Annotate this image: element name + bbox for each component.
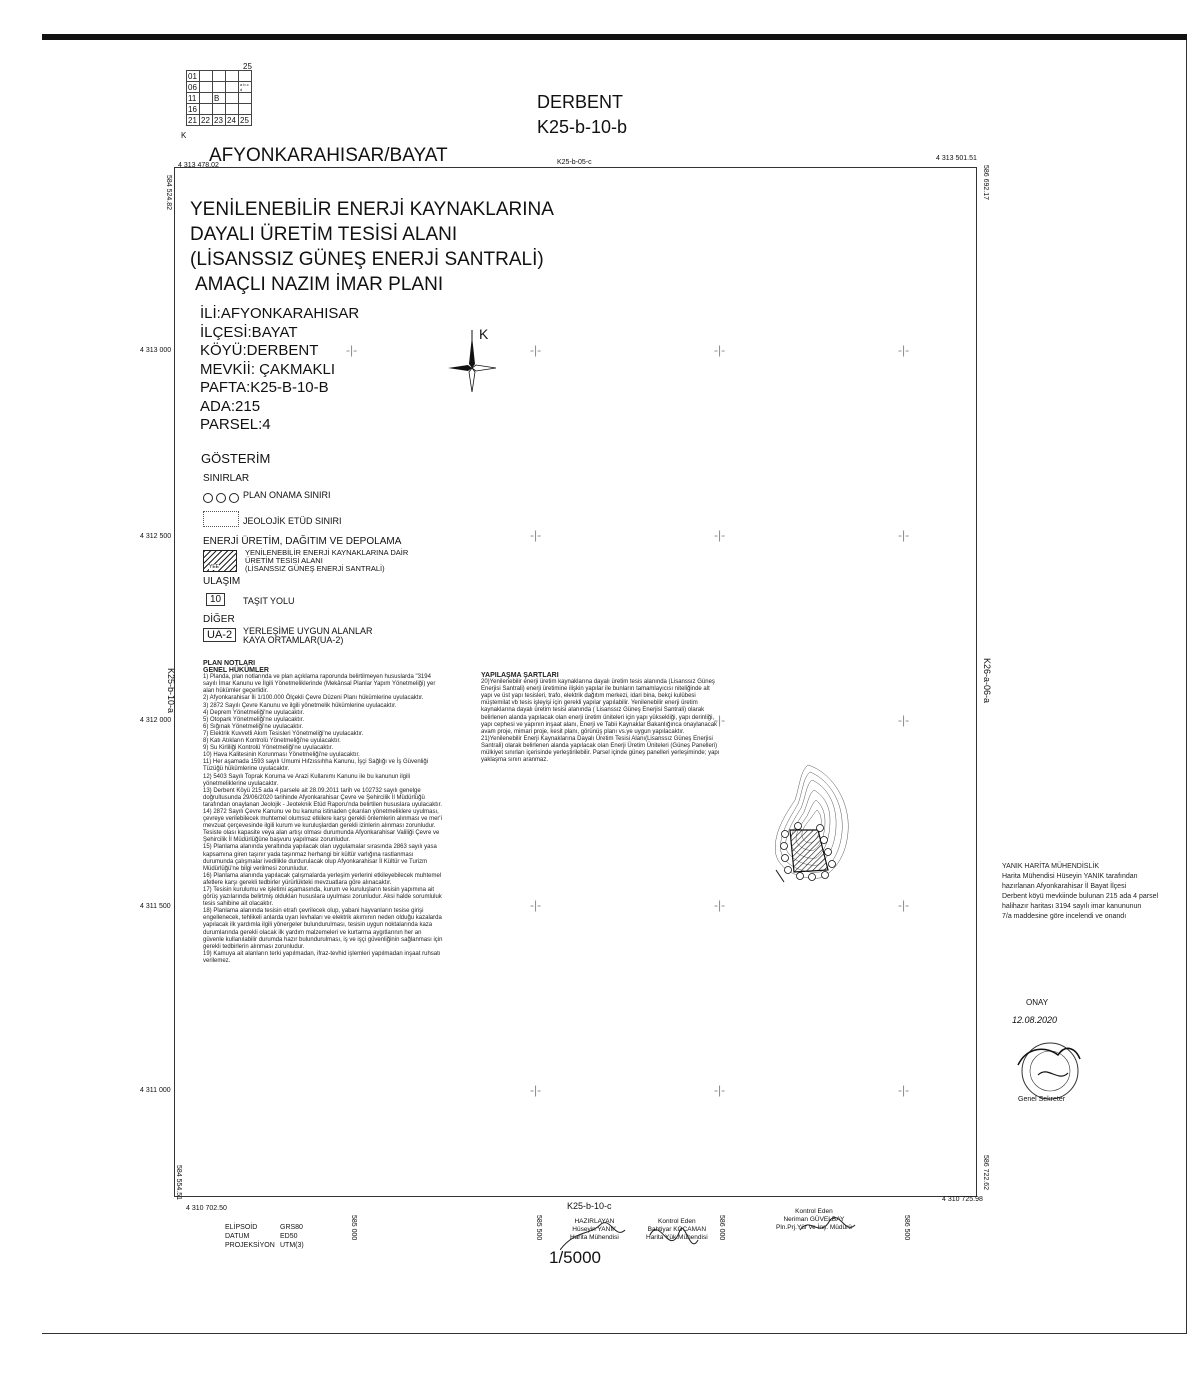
plan-title-line: YENİLENEBİLİR ENERJİ KAYNAKLARINA bbox=[190, 199, 554, 220]
legend-section-transport: ULAŞIM bbox=[203, 576, 241, 587]
sheet-ref-right: K26-a-06-a bbox=[982, 658, 992, 704]
building-condition: 21)Yenilenebilir Enerji Kaynaklarına Dayalı Üretim Tesisi Alanı(Lisanssız Güneş Enerjisi Santrali) olarak belirlenen alanda yapılacak olan Enerji Üretim Üniteleri (Güneş Panelleri) mülkiyet sınırları içerisinde yerleştirilebilir. Parsel içinde güneş panelleri yerleşiminde; yapı yaklaşma sınırı aranmaz. bbox=[481, 735, 720, 764]
projection-value: UTM(3) bbox=[280, 1242, 304, 1249]
index-grid-row-label: K bbox=[181, 131, 187, 140]
building-condition: 20)Yenilenebilir enerji üretim kaynaklarına dayalı üretim tesis alanında (Lisanssız Güneş Enerjisi Santrali) enerji üretimine ilişkin yapılar ile bunların tamamlayıcısı niteliğinde alt yapı ve üst yapı tesisleri, trafo, elektrik dağıtım merkezi, idari bina, bekçi kulübesi müştemilat vb tesis işleyişi için gerekli yapılar yapılabilir. Yenilenebilir enerji üretim kaynaklarına dayalı üretim tesisi alanında ( Lisanssız Güneş Enerjisi Santrali) olarak belirlenen alanda yapılacak olan enerji üretim üniteleri için yapı yüksekliği, yapı derinliği, yapı cephesi ve yapının inşaat alanı, Enerji ve Tabii Kaynaklar Bakanlığınca onaylanacak avam proje, mimari proje, kesit planı, görünüş planı vs.ye uygun yapılacaktır. bbox=[481, 679, 718, 735]
easting-label: 585 000 bbox=[350, 1215, 357, 1241]
grid-cell: B bbox=[213, 93, 226, 104]
approval-line: 7/a maddesine göre incelendi ve onandı bbox=[1002, 913, 1127, 920]
legend-energy-line: (LİSANSSIZ GÜNEŞ ENERJİ SANTRALİ) bbox=[245, 564, 385, 573]
detail-line: ADA:215 bbox=[200, 397, 261, 415]
north-arrow bbox=[446, 326, 498, 394]
detail-line: PARSEL:4 bbox=[200, 416, 271, 433]
detail-line: PAFTA:K25-B-10-B bbox=[200, 379, 329, 396]
sheet-index-grid bbox=[186, 70, 252, 126]
detail-line: İLÇESİ:BAYAT bbox=[200, 323, 298, 341]
map-scale: 1/5000 bbox=[549, 1248, 601, 1267]
signature-person: Hüseyin YANIK bbox=[572, 1226, 617, 1233]
grid-cell bbox=[239, 93, 252, 104]
grid-cell: 11 bbox=[187, 93, 200, 104]
legend-energy-line: YENİLENEBİLİR ENERJİ KAYNAKLARINA DAİR bbox=[245, 548, 409, 557]
northing-label: 4 312 500 bbox=[140, 533, 172, 540]
plan-note: 5) Otopark Yönetmeliği'ne uyulacaktır. bbox=[203, 716, 305, 723]
handwritten-signature-icon bbox=[560, 1210, 880, 1270]
detail-line: MEVKİİ: ÇAKMAKLI bbox=[200, 360, 336, 378]
plan-note: 14) 2872 Sayılı Çevre Kanunu ve bu kanuna istinaden çıkarılan yönetmeliklere uyulması, çevreye verilebilecek muhtemel olumsuz etkilere karşı gerekli önlemlerin alınması ve mer'i mevzuat çerçevesinde ilgili kurum ve kuruluşlardan gerekli izinlerin alınması zorunludur. Tesiste olası kapasite veya alan artışı olması durumunda Afyonkarahisar Valiliği Çevre ve Şehircilik İl Müdürlüğüne başvuru yapılması zorunludur. bbox=[203, 808, 442, 844]
legend-energy-line: ÜRETİM TESİSİ ALANI bbox=[245, 556, 323, 565]
northing-label: 4 311 500 bbox=[140, 903, 171, 910]
onay-date: 12.08.2020 bbox=[1012, 1015, 1058, 1025]
grid-cross: -|- bbox=[530, 528, 542, 542]
plan-note: 6) Sığınak Yönetmeliği'ne uyulacaktır. bbox=[203, 723, 304, 730]
parcel-contour-drawing bbox=[770, 760, 860, 885]
north-label: K bbox=[479, 326, 489, 342]
legend-ua-line: YERLEŞİME UYGUN ALANLAR bbox=[243, 626, 373, 636]
approval-line: halihazır haritası 3194 sayılı imar kanununun bbox=[1002, 903, 1142, 910]
approval-line: hazırlanan Afyonkarahisar İl Bayat İlçesi bbox=[1002, 883, 1127, 890]
onay-label: ONAY bbox=[1026, 998, 1049, 1007]
grid-cross: -|- bbox=[898, 528, 910, 542]
projection-key: DATUM bbox=[225, 1233, 250, 1240]
plan-note: 12) 5403 Sayılı Toprak Koruma ve Arazi Kullanımı Kanunu ile bu kanunun ilgili yönetmeliklerine uyulacaktır. bbox=[203, 773, 411, 787]
legend-plan-boundary-symbol bbox=[203, 490, 242, 508]
grid-cross: -|- bbox=[346, 343, 358, 357]
grid-cell bbox=[226, 82, 239, 93]
grid-cell: 01 bbox=[187, 71, 200, 82]
plan-title-line: AMAÇLI NAZIM İMAR PLANI bbox=[195, 274, 444, 295]
detail-line: KÖYÜ:DERBENT bbox=[200, 342, 319, 359]
grid-cell bbox=[200, 104, 213, 115]
signature-title: Harita Mühendisi bbox=[570, 1234, 619, 1241]
plan-note: 3) 2872 Sayılı Çevre Kanunu ve ilgili yönetmelik hükümlerine uyulacaktır. bbox=[203, 702, 397, 709]
grid-cell: 24 bbox=[226, 115, 239, 126]
legend-geology-boundary-label: JEOLOJİK ETÜD SINIRI bbox=[243, 516, 342, 526]
signature-strokes bbox=[560, 1210, 880, 1270]
detail-line: İLİ:AFYONKARAHISAR bbox=[200, 305, 360, 322]
grid-cell: 23 bbox=[213, 115, 226, 126]
legend-plan-boundary-label: PLAN ONAMA SINIRI bbox=[243, 490, 331, 500]
place-name: DERBENT bbox=[537, 92, 624, 112]
projection-key: ELİPSOİD bbox=[225, 1224, 258, 1231]
parcel-map bbox=[770, 760, 860, 885]
coord-top-left: 4 313 478.02 bbox=[178, 162, 219, 169]
legend-road-label: TAŞIT YOLU bbox=[243, 596, 295, 606]
parcel-details bbox=[200, 305, 359, 435]
grid-cross: -|- bbox=[714, 343, 726, 357]
plan-note: 7) Elektrik Kuvvetli Akım Tesisleri Yönetmeliği'ne uyulacaktır. bbox=[203, 730, 364, 737]
grid-cell bbox=[213, 71, 226, 82]
projection-value: GRS80 bbox=[280, 1224, 303, 1231]
plan-title bbox=[190, 197, 554, 297]
plan-title-line: (LİSANSSIZ GÜNEŞ ENERJİ SANTRALİ) bbox=[190, 249, 544, 270]
easting-label: 585 500 bbox=[535, 1215, 542, 1241]
projection-info bbox=[225, 1223, 304, 1250]
plan-notes bbox=[203, 660, 444, 965]
grid-cell bbox=[239, 104, 252, 115]
grid-cell: 25 bbox=[239, 115, 252, 126]
legend-title: GÖSTERİM bbox=[201, 451, 271, 466]
sheet-title bbox=[537, 90, 627, 140]
energy-code: YEE bbox=[209, 564, 220, 570]
grid-cell bbox=[200, 71, 213, 82]
grid-cross: -|- bbox=[898, 343, 910, 357]
signature-title: Harita Yük.Mühendisi bbox=[646, 1234, 708, 1241]
building-conditions bbox=[481, 672, 721, 764]
sheet-ref-top: K25-b-05-c bbox=[557, 159, 592, 166]
signature-role: HAZIRLAYAN bbox=[574, 1218, 615, 1225]
grid-cell: 22 bbox=[200, 115, 213, 126]
plan-title-line: DAYALI ÜRETİM TESİSİ ALANI bbox=[190, 224, 458, 245]
compass-rose-icon bbox=[446, 326, 498, 394]
approval-line: Harita Mühendisi Hüseyin YANIK tarafından bbox=[1002, 873, 1138, 880]
grid-cell-current: a b c d bbox=[239, 82, 252, 93]
legend-ua-line: KAYA ORTAMLAR(UA-2) bbox=[243, 635, 344, 645]
plan-note: 1) Planda, plan notlarında ve plan açıklama raporunda belirtilmeyen hususlarda "3194 sayılı İmar Kanunu ve İlgili Yönetmeliklerinde (Mekânsal Planlar Yapım Yönetmeliği) yer alan hükümler geçerlidir. bbox=[203, 674, 436, 695]
plan-note: 16) Planlama alanında yapılacak çalışmalarda yerleşim yerlerini etkileyebilecek muhtemel afetlere karşı gerekli tedbirler yürürlükteki mevzuatlara göre alınacaktır. bbox=[203, 872, 442, 886]
legend-geology-boundary-symbol bbox=[203, 511, 239, 527]
grid-cross: -|- bbox=[530, 343, 542, 357]
northing-label: 4 311 000 bbox=[140, 1087, 171, 1094]
onay-seal bbox=[1008, 1035, 1088, 1105]
grid-cross: -|- bbox=[714, 1083, 726, 1097]
signature-title: Pln.Prj.Yür ve İnş. Müdürü bbox=[776, 1224, 852, 1231]
plan-note: 19) Kamuya ait alanların terki yapılmadan, ifraz-tevhid işlemleri yapılmadan inşaat ruhsatı verilemez. bbox=[203, 950, 441, 964]
grid-cell bbox=[226, 71, 239, 82]
official-seal-icon bbox=[1008, 1035, 1088, 1105]
plan-note: 18) Planlama alanında tesisin etrafı çevrilecek olup, yabani hayvanların tesise girişi engellenecek, tehlikeli anlarda uyarı levhaları ve elektrik akımının neden olduğu kazalarda yapılacak ilk yardımla ilgili yönergeler bulundurulması, tesisin uygun noktalarında kaza durumlarında gerekli olacak ilk yardım malzemeleri ve kurtarma aygıtlarının her an güvenle kullanılabilir durumda hazır bulundurulması, iş ve işçi güvenliğinin sağlanması için gerekli tedbirlerin alınması zorunludur. bbox=[203, 908, 443, 950]
approval-title: YANIK HARİTA MÜHENDİSLİK bbox=[1002, 863, 1099, 870]
approval-line: Derbent köyü mevkiinde bulunan 215 ada 4 parsel bbox=[1002, 893, 1159, 900]
grid-cell bbox=[226, 93, 239, 104]
plan-note: 2) Afyonkarahisar İli 1/100.000 Ölçekli Çevre Düzeni Planı hükümlerine uyulacaktır. bbox=[203, 695, 424, 702]
coord-right-top: 586 692.17 bbox=[982, 165, 989, 201]
plan-note: 17) Tesisin kurulumu ve işletimi aşamasında, kurum ve kuruluşların tesisin yapımına ait görüş yazılarında belirtmiş oldukları hususlara uyulması zorunludur. Aksi halde sorumluluk tesis sahibine ait olacaktır. bbox=[203, 887, 442, 908]
grid-cross: -|- bbox=[898, 1083, 910, 1097]
plan-note: 8) Katı Atıkların Kontrolü Yönetmeliği'ne uyulacaktır. bbox=[203, 738, 341, 745]
signature-person: Bahtiyar KOCAMAN bbox=[647, 1226, 707, 1233]
grid-cell bbox=[213, 82, 226, 93]
grid-cell bbox=[200, 93, 213, 104]
grid-cross: -|- bbox=[530, 1083, 542, 1097]
coord-right-bottom: 586 722.62 bbox=[982, 1155, 989, 1191]
coord-bottom-right: 4 310 725.98 bbox=[942, 1196, 983, 1203]
grid-cell: 06 bbox=[187, 82, 200, 93]
legend-ua-label bbox=[243, 627, 373, 645]
projection-value: ED50 bbox=[280, 1233, 298, 1240]
grid-cross: -|- bbox=[898, 713, 910, 727]
grid-cell bbox=[239, 71, 252, 82]
coord-left-bottom: 584 554.51 bbox=[175, 1165, 182, 1201]
northing-label: 4 312 000 bbox=[140, 717, 172, 724]
plan-note: 13) Derbent Köyü 215 ada 4 parsele ait 28.09.2011 tarih ve 102732 sayılı genelge doğrultusunda 29/06/2020 tarihinde Afyonkarahisar Çevre ve Şehircilik İl Müdürlüğü tarafından onaylanan Jeolojik - Jeoteknik Etüd Raporu'nda belirtilen hususlara uyulacaktır. bbox=[203, 787, 442, 808]
plan-note: 9) Su Kirliliği Kontrolü Yönetmeliği'ne uyulacaktır. bbox=[203, 745, 334, 752]
building-conditions-title: YAPILAŞMA ŞARTLARI bbox=[481, 672, 559, 679]
grid-cross: -|- bbox=[714, 898, 726, 912]
legend-energy-facility-symbol bbox=[203, 550, 237, 572]
projection-key: PROJEKSİYON bbox=[225, 1242, 275, 1249]
grid-cross: -|- bbox=[714, 528, 726, 542]
plan-note: 10) Hava Kalitesinin Korunması Yönetmeliği'ne uyulacaktır. bbox=[203, 752, 360, 759]
coord-left-top: 584 524.82 bbox=[165, 175, 172, 211]
grid-cross: -|- bbox=[714, 713, 726, 727]
grid-cell: 21 bbox=[187, 115, 200, 126]
index-grid-col-label: 25 bbox=[243, 62, 252, 71]
grid-cell bbox=[213, 104, 226, 115]
plan-notes-subtitle: GENEL HÜKÜMLER bbox=[203, 667, 269, 675]
onay-signer: Genel Sekreter bbox=[1018, 1096, 1066, 1103]
coord-top-right: 4 313 501.51 bbox=[936, 155, 977, 162]
grid-cross: -|- bbox=[530, 898, 542, 912]
legend-section-boundaries: SINIRLAR bbox=[203, 473, 250, 484]
legend-section-other: DİĞER bbox=[203, 614, 235, 625]
legend-section-energy: ENERJİ ÜRETİM, DAĞITIM VE DEPOLAMA bbox=[203, 536, 402, 547]
grid-cross: -|- bbox=[898, 898, 910, 912]
plan-note: 11) Her aşamada 1593 sayılı Umumi Hıfzıssıhha Kanunu, İşçi Sağlığı ve İş Güvenliği Tüzüğü hükümlerine uyulacaktır. bbox=[203, 759, 428, 773]
sheet-ref-left: K25-b-10-a bbox=[166, 668, 176, 714]
plan-note: 4) Deprem Yönetmeliği'ne uyulacaktır. bbox=[203, 709, 305, 716]
easting-label: 586 000 bbox=[718, 1215, 725, 1241]
legend-energy-label bbox=[245, 549, 408, 573]
approval-block bbox=[1002, 862, 1158, 922]
signature-person: Neriman GÜVELBAY bbox=[783, 1216, 845, 1223]
grid-cell bbox=[200, 82, 213, 93]
legend-road-symbol: 10 bbox=[206, 593, 225, 606]
grid-cell: 16 bbox=[187, 104, 200, 115]
signature-role: Kontrol Eden bbox=[658, 1218, 696, 1225]
northing-label: 4 313 000 bbox=[140, 347, 172, 354]
legend-ua-symbol: UA-2 bbox=[203, 628, 236, 642]
region-name: AFYONKARAHISAR/BAYAT bbox=[209, 145, 448, 166]
sheet-code: K25-b-10-b bbox=[537, 117, 628, 137]
plan-note: 15) Planlama alanında yeraltında yapılacak olan uygulamalar sırasında 2863 sayılı yasa kapsamına giren taşınır yada taşınmaz herhangi bir kültür varlığına rastlanması durumunda çalışmalar ivedilikle durdurulacak olup Afyonkarahisar İl Kültür ve Turizm Müdürlüğü'ne bilgi verilmesi zorunludur. bbox=[203, 844, 437, 872]
sheet-ref-bottom: K25-b-10-c bbox=[567, 1201, 612, 1211]
plan-notes-title: PLAN NOTLARI bbox=[203, 660, 256, 667]
grid-cell bbox=[226, 104, 239, 115]
signature-role: Kontrol Eden bbox=[795, 1208, 833, 1215]
easting-label: 586 500 bbox=[903, 1215, 910, 1241]
coord-bottom-left: 4 310 702.50 bbox=[186, 1205, 227, 1212]
